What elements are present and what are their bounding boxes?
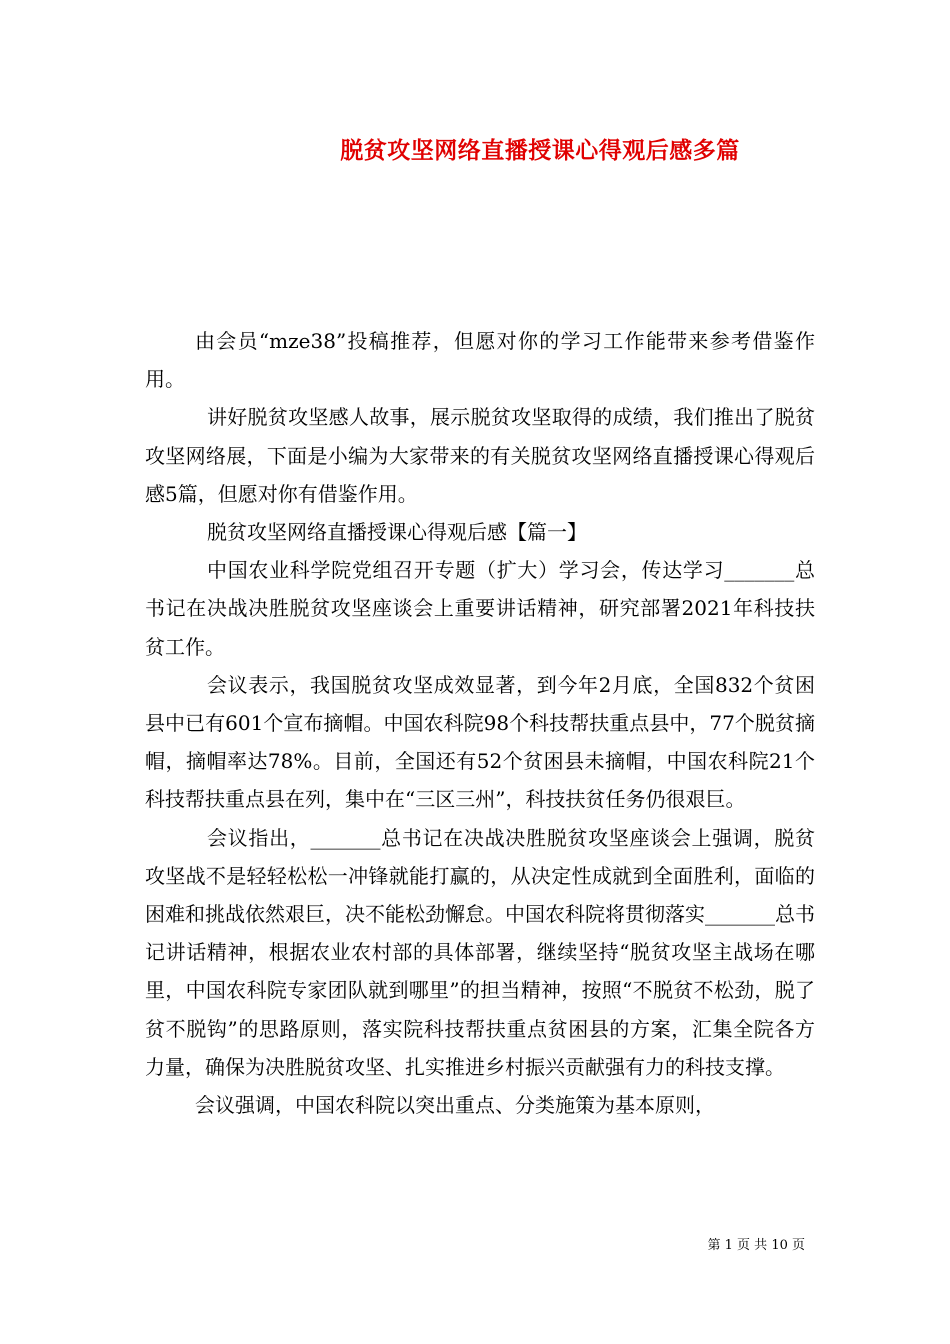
page-number: 第 1 页 共 10 页 (707, 1238, 805, 1253)
section-heading: 脱贫攻坚网络直播授课心得观后感【篇一】 (207, 520, 587, 545)
paragraph-body: 会议表示，我国脱贫攻坚成效显著，到今年2月底，全国832个贫困县中已有601个宣布摘帽。中国农科院98个科技帮扶重点县中，77个脱贫摘帽，摘帽率达78%。目前，全国还有52个贫困县未摘帽，中国农科院21个科技帮扶重点县在列，集中在“三区三州”，科技扶贫任务仍很艰巨。 (145, 672, 815, 812)
paragraph-body: 中国农业科学院党组召开专题（扩大）学习会，传达学习_______总书记在决战决胜脱贫攻坚座谈会上重要讲话精神，研究部署2021年科技扶贫工作。 (145, 558, 815, 659)
paragraph-body: 会议指出，_______总书记在决战决胜脱贫攻坚座谈会上强调，脱贫攻坚战不是轻轻松松一冲锋就能打赢的，从决定性成就到全面胜利，面临的困难和挑战依然艰巨，决不能松劲懈怠。中国农科院将贯彻落实_______总书记讲话精神，根据农业农村部的具体部署，继续坚持“脱贫攻坚主战场在哪里，中国农科院专家团队就到哪里”的担当精神，按照“不脱贫不松劲，脱了贫不脱钩”的思路原则，落实院科技帮扶重点贫困县的方案，汇集全院各方力量，确保为决胜脱贫攻坚、扎实推进乡村振兴贡献强有力的科技支撑。 (145, 825, 815, 1079)
paragraph-preface: 讲好脱贫攻坚感人故事，展示脱贫攻坚取得的成绩，我们推出了脱贫攻坚网络展，下面是小编为大家带来的有关脱贫攻坚网络直播授课心得观后感5篇，但愿对你有借鉴作用。 (145, 405, 815, 506)
paragraph-intro: 由会员“mze38”投稿推荐，但愿对你的学习工作能带来参考借鉴作用。 (145, 329, 815, 392)
paragraph-body: 会议强调，中国农科院以突出重点、分类施策为基本原则， (195, 1093, 715, 1118)
document-body (145, 322, 815, 1124)
document-title: 脱贫攻坚网络直播授课心得观后感多篇 (340, 137, 740, 164)
